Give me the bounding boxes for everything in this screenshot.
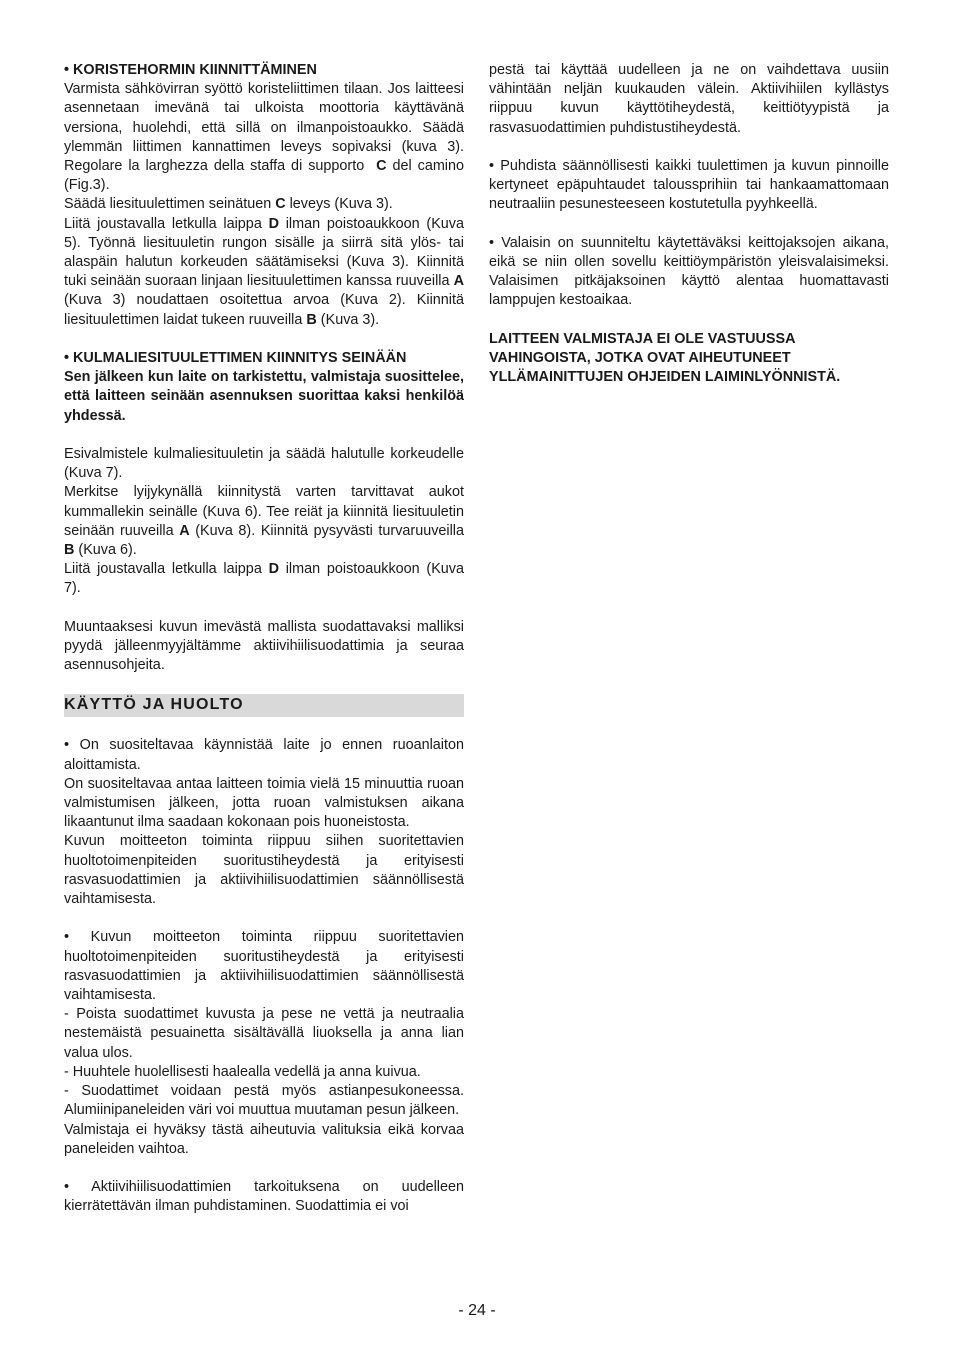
- ref-a: A: [179, 522, 190, 539]
- paragraph-carbon-filters-cont: pestä tai käyttää uudelleen ja ne on vaihdettava uusiin vähintään neljän kuukauden välein. Aktiivihiilen kyllästys riippuu kuvun käyttötiheydestä, keittiötyypistä ja rasvasuodattimien puhdistustiheydestä.: [489, 62, 889, 136]
- text: Varmista sähkövirran syöttö koristeliittimen tilaan. Jos laitteesi asennetaan imevänä tai ulkoista moottoria käyttävänä versiona, huolehdi, että sillä on ilmanpoistoaukko. Säädä ylemmän liittimen kannattimen leveys sopivaksi (kuva 3). Regolare la larghezza della staffa di supporto: [64, 81, 464, 175]
- text: (Kuva 3) noudattaen osoitettua arvoa (Kuva 2). Kiinnitä liesituulettimen laidat tukeen ruuveilla: [64, 292, 464, 328]
- paragraph-lighting: • Valaisin on suunniteltu käytettäväksi keittojaksojen aikana, eikä se niin ollen sovellu keittiöympäristön yleisvalaisimeksi. Valaisimen pitkäjaksoinen käyttö alentaa huomattavasti lamppujen kestoaikaa.: [489, 234, 889, 309]
- paragraph-mark-holes: [64, 483, 464, 560]
- paragraph-run-after: On suositeltavaa antaa laitteen toimia vielä 15 minuuttia ruoan valmistumisen jälkeen, jotta ruoan valmistuksen aikana likaantunut ilma saadaan kokonaan pois huoneistosta.: [64, 775, 464, 831]
- paragraph-remove-filters: - Poista suodattimet kuvusta ja pese ne vettä ja neutraalia nestemäistä pesuainetta sisältävällä liuoksella ja anna lian valua ulos.: [64, 1006, 464, 1061]
- ref-c: C: [275, 196, 286, 213]
- text: Liitä joustavalla letkulla laippa: [64, 561, 262, 578]
- page-number: - 24 -: [458, 1302, 496, 1319]
- section-title-use-and-maintenance: KÄYTTÖ JA HUOLTO: [64, 694, 464, 717]
- paragraph-electric-supply: [64, 80, 464, 195]
- paragraph-wall-support: [64, 195, 464, 214]
- ref-b: B: [64, 542, 75, 559]
- text: Liitä joustavalla letkulla laippa: [64, 215, 262, 232]
- paragraph-maintenance-2: • Kuvun moitteeton toiminta riippuu suoritettavien huoltotoimenpiteiden suoritustiheydestä ja erityisesti rasvasuodattimien ja aktiivihiilisuodattimien säännöllisestä vaihtamisesta.: [64, 929, 464, 1004]
- paragraph-flange: [64, 215, 464, 330]
- ref-d: D: [268, 561, 279, 578]
- ref-b: B: [306, 311, 317, 328]
- text: (Kuva 8). Kiinnitä pysyvästi turvaruuveilla: [195, 522, 464, 539]
- text: Säädä liesituulettimen seinätuen: [64, 196, 272, 213]
- text: Merkitse lyijykynällä kiinnitystä varten tarvittavat aukot kummallekin seinälle (Kuva 6). Tee reiät ja kiinnitä liesituuletin seinään ruuveilla: [64, 484, 464, 539]
- paragraph-convert-model: Muuntaaksesi kuvun imevästä mallista suodattavaksi malliksi pyydä jälleenmyyjältämme aktiivihiilisuodattimia ja seuraa asennusohjeita.: [64, 618, 464, 674]
- safety-note: Sen jälkeen kun laite on tarkistettu, valmistaja suosittelee, että laitteen seinään asennuksen suorittaa kaksi henkilöä yhdessä.: [64, 369, 464, 424]
- right-column: [489, 61, 889, 387]
- ref-a: A: [453, 273, 465, 290]
- paragraph-rinse: - Huuhtele huolellisesti haalealla vedellä ja anna kuivua.: [64, 1063, 421, 1080]
- text: leveys (Kuva 3).: [289, 196, 393, 213]
- paragraph-no-complaints: Valmistaja ei hyväksy tästä aiheutuvia valituksia eikä korvaa paneleiden vaihtoa.: [64, 1121, 464, 1157]
- warning-liability: LAITTEEN VALMISTAJA EI OLE VASTUUSSA VAHINGOISTA, JOTKA OVAT AIHEUTUNEET YLLÄMAINITTUJEN OHJEIDEN LAIMINLYÖNNISTÄ.: [489, 330, 841, 386]
- paragraph-clean-surfaces: • Puhdista säännöllisesti kaikki tuulettimen ja kuvun pinnoille kertyneet epäpuhtaudet taloussprihiin tai hankaamattomaan neutraaliin pesunesteeseen kostutetulla pyyhkeellä.: [489, 158, 889, 213]
- paragraph-start-before: • On suositeltavaa käynnistää laite jo ennen ruoanlaiton aloittamista.: [64, 737, 464, 773]
- ref-d: D: [268, 215, 279, 232]
- text: del camino (Fig.3).: [64, 158, 465, 194]
- text: ilman poistoaukkoon (Kuva 5). Työnnä liesituuletin rungon sisälle ja siirrä sitä ylös- tai alaspäin halutun korkeuden säätämiseksi (Kuva 3). Kiinnitä tuki seinään suoraan linjaan liesituulettimen kanssa ruuveilla: [64, 215, 465, 290]
- paragraph-flange-2: [64, 560, 464, 598]
- text: (Kuva 3).: [320, 311, 380, 328]
- text: (Kuva 6).: [78, 542, 137, 559]
- text: ilman poistoaukkoon (Kuva 7).: [64, 561, 465, 597]
- ref-c: C: [376, 158, 387, 175]
- paragraph-dishwasher: - Suodattimet voidaan pestä myös astianpesukoneessa. Alumiinipaneleiden väri voi muuttua muutaman pesun jälkeen.: [64, 1083, 464, 1119]
- paragraph-maintenance: Kuvun moitteeton toiminta riippuu siihen suoritettavien huoltotoimenpiteiden suoritustiheydestä ja erityisesti rasvasuodattimien ja aktiivihiilisuodattimien säännöllisestä vaihtamisesta.: [64, 833, 464, 908]
- paragraph-prepare: Esivalmistele kulmaliesituuletin ja säädä halutulle korkeudelle (Kuva 7).: [64, 446, 464, 482]
- left-column: [64, 61, 464, 1217]
- heading-koristehormi: • KORISTEHORMIN KIINNITTÄMINEN: [64, 62, 317, 78]
- heading-corner-hood: • KULMALIESITUULETTIMEN KIINNITYS SEINÄÄN: [64, 350, 407, 367]
- paragraph-carbon-filters: • Aktiivihiilisuodattimien tarkoituksena on uudelleen kierrätettävän ilman puhdistaminen. Suodattimia ei voi: [64, 1179, 464, 1215]
